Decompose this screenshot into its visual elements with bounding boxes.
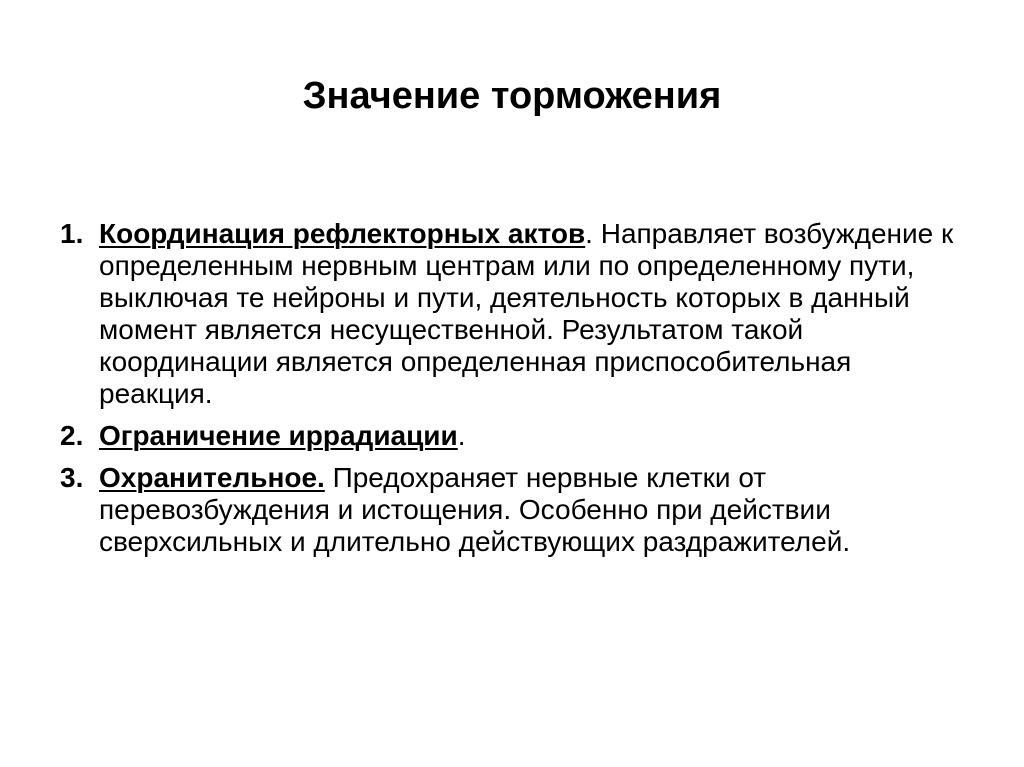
item-text: Предохраняет нервные клетки от перевозбуждения и истощения. Особенно при действии сверхсильных и длительно действующих раздражителей. [99,462,851,557]
item-heading: Ограничение иррадиации [99,420,458,451]
list-item [60,462,960,558]
list-item [60,218,960,410]
item-number: 3. [60,462,84,493]
item-number: 1. [60,218,84,249]
slide-title: Значение торможения [302,75,722,117]
item-heading: Координация рефлекторных актов [99,218,586,249]
item-text: . Направляет возбуждение к определенным нервным центрам или по определенному пути, выключая те нейроны и пути, деятельность которых в данный момент является несущественной. Результатом такой координации является определенная приспособительная реакция. [99,218,954,409]
item-number: 2. [60,420,84,451]
bullet-list [60,218,960,568]
list-item [60,420,960,452]
item-text: . [457,420,466,451]
item-heading: Охранительное. [99,462,325,493]
